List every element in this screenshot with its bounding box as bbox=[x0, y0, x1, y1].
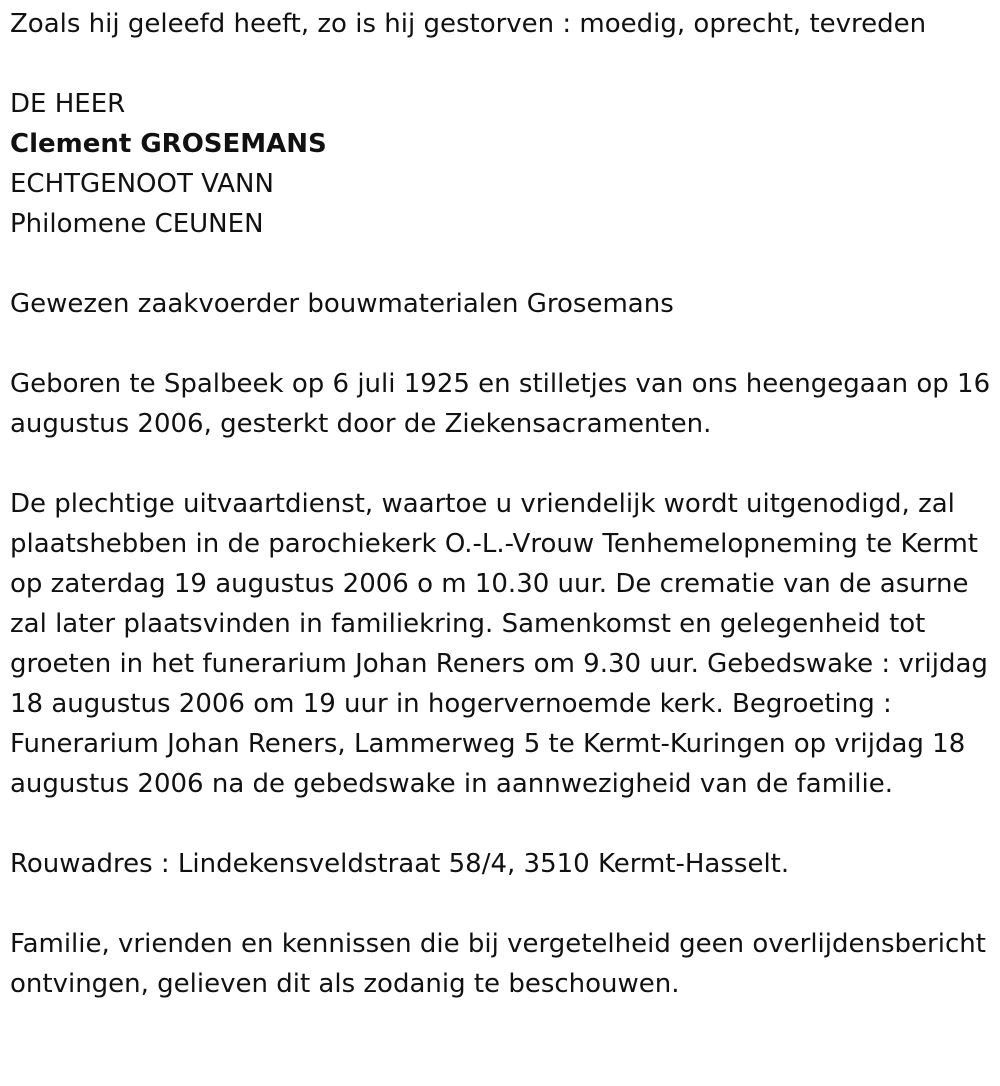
spacer bbox=[10, 44, 990, 84]
ceremony-paragraph: De plechtige uitvaartdienst, waartoe u vriendelijk wordt uitgenodigd, zal plaatshebben in de parochiekerk O.-L.-Vrouw Tenhemelopneming te Kermt op zaterdag 19 augustus 2006 o m 10.30 uur. De crematie van de asurne zal later plaatsvinden in familiekring. Samenkomst en gelegenheid tot groeten in het funerarium Johan Reners om 9.30 uur. Gebedswake : vrijdag 18 augustus 2006 om 19 uur in hogervernoemde kerk. Begroeting : Funerarium Johan Reners, Lammerweg 5 te Kermt-Kuringen op vrijdag 18 augustus 2006 na de gebedswake in aannwezigheid van de familie. bbox=[10, 489, 988, 799]
spacer bbox=[10, 884, 990, 924]
notice-paragraph: Familie, vrienden en kennissen die bij vergetelheid geen overlijdensbericht ontvingen, gelieven dit als zodanig te beschouwen. bbox=[10, 929, 986, 999]
birth-death-paragraph: Geboren te Spalbeek op 6 juli 1925 en stilletjes van ons heengegaan op 16 augustus 2006, gesterkt door de Ziekensacramenten. bbox=[10, 369, 991, 439]
deceased-title: DE HEER bbox=[10, 89, 126, 119]
spouse-name: Philomene CEUNEN bbox=[10, 209, 264, 239]
spacer bbox=[10, 804, 990, 844]
spacer bbox=[10, 444, 990, 484]
spacer bbox=[10, 244, 990, 284]
spacer bbox=[10, 324, 990, 364]
motto: Zoals hij geleefd heeft, zo is hij gestorven : moedig, oprecht, tevreden bbox=[10, 9, 927, 39]
occupation: Gewezen zaakvoerder bouwmaterialen Grosemans bbox=[10, 289, 674, 319]
deceased-relation: ECHTGENOOT VANN bbox=[10, 169, 274, 199]
mourning-address: Rouwadres : Lindekensveldstraat 58/4, 3510 Kermt-Hasselt. bbox=[10, 849, 790, 879]
deceased-name: Clement GROSEMANS bbox=[10, 129, 327, 159]
